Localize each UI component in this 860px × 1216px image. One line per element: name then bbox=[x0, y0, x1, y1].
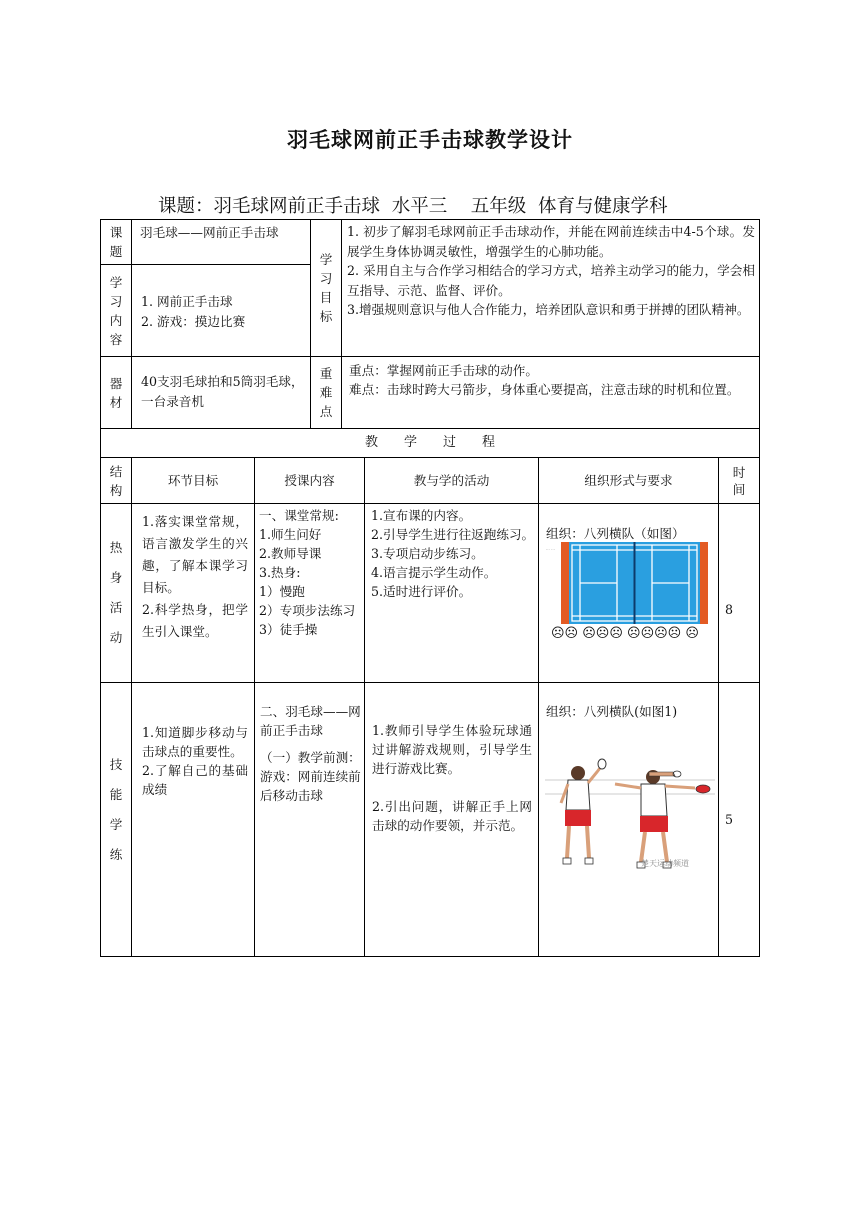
grid-line bbox=[100, 428, 760, 429]
key-point: 难点：击球时跨大弓箭步，身体重心要提高，注意击球的时机和位置。 bbox=[349, 382, 740, 397]
label-char: 热 bbox=[109, 540, 123, 555]
goal-item: 1. 初步了解羽毛球网前正手击球动作，并能在网前连续击中4-5个球。发展学生身体协调灵敏性，增强学生的心肺功能。 bbox=[347, 224, 755, 259]
label-char: 学 bbox=[109, 274, 123, 290]
goal-item: 2.科学热身，把学生引入课堂。 bbox=[142, 602, 248, 639]
document-subtitle: 课题：羽毛球网前正手击球 水平三 五年级 体育与健康学科 bbox=[158, 196, 668, 217]
equipment-label bbox=[101, 357, 131, 428]
row-organization: 组织：八列横队(如图1) bbox=[546, 704, 678, 719]
col-activity: 教与学的活动 bbox=[413, 473, 490, 488]
grid-line bbox=[100, 264, 311, 265]
content-item: 2. 游戏：摸边比赛 bbox=[141, 314, 246, 329]
label-char: 活 bbox=[109, 600, 123, 615]
content-item: 二、羽毛球——网前正手击球 bbox=[260, 704, 361, 738]
row-time: 8 bbox=[725, 602, 734, 617]
process-header: 教 学 过 程 bbox=[364, 435, 495, 450]
content-item: 1）慢跑 bbox=[259, 584, 305, 599]
label-char: 题 bbox=[109, 244, 123, 259]
goal-item: 1.落实课堂常规，语言激发学生的兴趣，了解本课学习目标。 bbox=[142, 514, 248, 595]
topic-value: 羽毛球——网前正手击球 bbox=[140, 225, 279, 240]
key-points-label bbox=[311, 357, 341, 428]
court-caption: ··· ··· bbox=[546, 547, 555, 552]
content-item: 3.热身: bbox=[259, 565, 301, 580]
table-border-top bbox=[100, 219, 760, 220]
content-list bbox=[141, 292, 309, 332]
grid-line bbox=[131, 219, 132, 428]
activity-item: 1.宣布课的内容。 bbox=[371, 508, 472, 523]
label-char: 容 bbox=[109, 331, 123, 347]
key-point: 重点：掌握网前正手击球的动作。 bbox=[349, 363, 538, 378]
grid-line bbox=[100, 503, 760, 504]
grid-line bbox=[341, 219, 342, 428]
label-char: 习 bbox=[319, 271, 333, 286]
content-item: 3）徒手操 bbox=[259, 622, 318, 637]
row-structure bbox=[101, 504, 131, 682]
label-char: 结 bbox=[109, 463, 123, 479]
content-item: 2）专项步法练习 bbox=[259, 603, 356, 618]
label-char: 技 bbox=[109, 757, 123, 772]
sad-face-icon: ☹☹ ☹☹☹ ☹☹☹☹ ☹ bbox=[551, 626, 699, 641]
label-char: 时 bbox=[732, 464, 746, 480]
label-char: 练 bbox=[109, 847, 123, 862]
row-time: 5 bbox=[725, 812, 734, 827]
grid-line bbox=[131, 457, 132, 957]
topic-label bbox=[101, 220, 131, 264]
row-structure bbox=[101, 730, 131, 890]
label-char: 难 bbox=[319, 385, 333, 400]
label-char: 点 bbox=[319, 404, 333, 419]
table-border-bottom bbox=[100, 956, 760, 957]
goal-item: 3.增强规则意识与他人合作能力，培养团队意识和勇于拼搏的团队精神。 bbox=[347, 302, 750, 317]
label-char: 学 bbox=[109, 817, 123, 832]
label-char: 间 bbox=[732, 481, 746, 497]
label-char: 身 bbox=[109, 570, 123, 585]
label-char: 学 bbox=[319, 252, 333, 267]
row-organization: 组织：八列横队（如图） bbox=[546, 526, 685, 541]
row-activity bbox=[372, 721, 532, 835]
court-edge-left bbox=[561, 542, 569, 624]
label-char: 材 bbox=[109, 394, 123, 410]
goal-label bbox=[311, 220, 341, 356]
row-content bbox=[259, 506, 362, 639]
grid-line bbox=[718, 457, 719, 957]
table-border-right bbox=[759, 219, 760, 957]
label-char: 器 bbox=[109, 375, 123, 391]
row-goal bbox=[142, 511, 248, 643]
activity-item: 2.引出问题，讲解正手上网击球的动作要领，并示范。 bbox=[372, 799, 532, 833]
row-activity bbox=[371, 506, 535, 601]
col-organization: 组织形式与要求 bbox=[584, 473, 673, 488]
col-time bbox=[719, 458, 759, 503]
goal-item: 2.了解自己的基础成绩 bbox=[142, 763, 248, 797]
content-item: 游戏：网前连续前后移动击球 bbox=[260, 769, 361, 803]
goal-item: 1.知道脚步移动与击球点的重要性。 bbox=[142, 725, 248, 759]
label-char: 标 bbox=[319, 309, 333, 324]
activity-item: 2.引导学生进行往返跑练习。 bbox=[371, 527, 535, 542]
label-char: 动 bbox=[109, 630, 123, 645]
label-char: 内 bbox=[109, 312, 123, 328]
content-label bbox=[101, 265, 131, 356]
label-char: 习 bbox=[109, 293, 123, 309]
activity-item: 5.适时进行评价。 bbox=[371, 584, 472, 599]
activity-item: 4.语言提示学生动作。 bbox=[371, 565, 497, 580]
content-item: 一、课堂常规: bbox=[259, 508, 339, 523]
grid-line bbox=[254, 457, 255, 957]
equipment-value: 40支羽毛球拍和5筒羽毛球，一台录音机 bbox=[141, 374, 304, 409]
key-points-list bbox=[349, 361, 755, 399]
row-goal bbox=[142, 723, 248, 799]
grid-line bbox=[538, 457, 539, 957]
document-title: 羽毛球网前正手击球教学设计 bbox=[287, 127, 573, 152]
label-char: 构 bbox=[109, 482, 123, 498]
row-content bbox=[260, 702, 362, 805]
content-item: 1. 网前正手击球 bbox=[141, 294, 233, 309]
label-char: 能 bbox=[109, 787, 123, 802]
label-char: 重 bbox=[319, 366, 333, 381]
col-content: 授课内容 bbox=[284, 473, 335, 488]
label-char: 课 bbox=[109, 225, 123, 240]
court-edge-right bbox=[700, 542, 708, 624]
court-diagram bbox=[545, 542, 711, 624]
activity-item: 3.专项启动步练习。 bbox=[371, 546, 484, 561]
image-watermark: 楚天运动频道 bbox=[641, 859, 689, 868]
label-char: 目 bbox=[319, 290, 333, 305]
content-item: （一）教学前测： bbox=[260, 750, 361, 765]
goal-list bbox=[347, 222, 755, 320]
badminton-players-image bbox=[545, 758, 715, 878]
col-goal: 环节目标 bbox=[167, 473, 219, 488]
content-item: 1.师生问好 bbox=[259, 527, 322, 542]
content-item: 2.教师导课 bbox=[259, 546, 322, 561]
grid-line bbox=[100, 682, 760, 683]
grid-line bbox=[100, 356, 760, 357]
grid-line bbox=[364, 457, 365, 957]
goal-item: 2. 采用自主与合作学习相结合的学习方式，培养主动学习的能力，学会相互指导、示范、监督、评价。 bbox=[347, 263, 755, 298]
col-structure bbox=[101, 458, 131, 503]
activity-item: 1.教师引导学生体验玩球通过讲解游戏规则，引导学生进行游戏比赛。 bbox=[372, 723, 532, 776]
